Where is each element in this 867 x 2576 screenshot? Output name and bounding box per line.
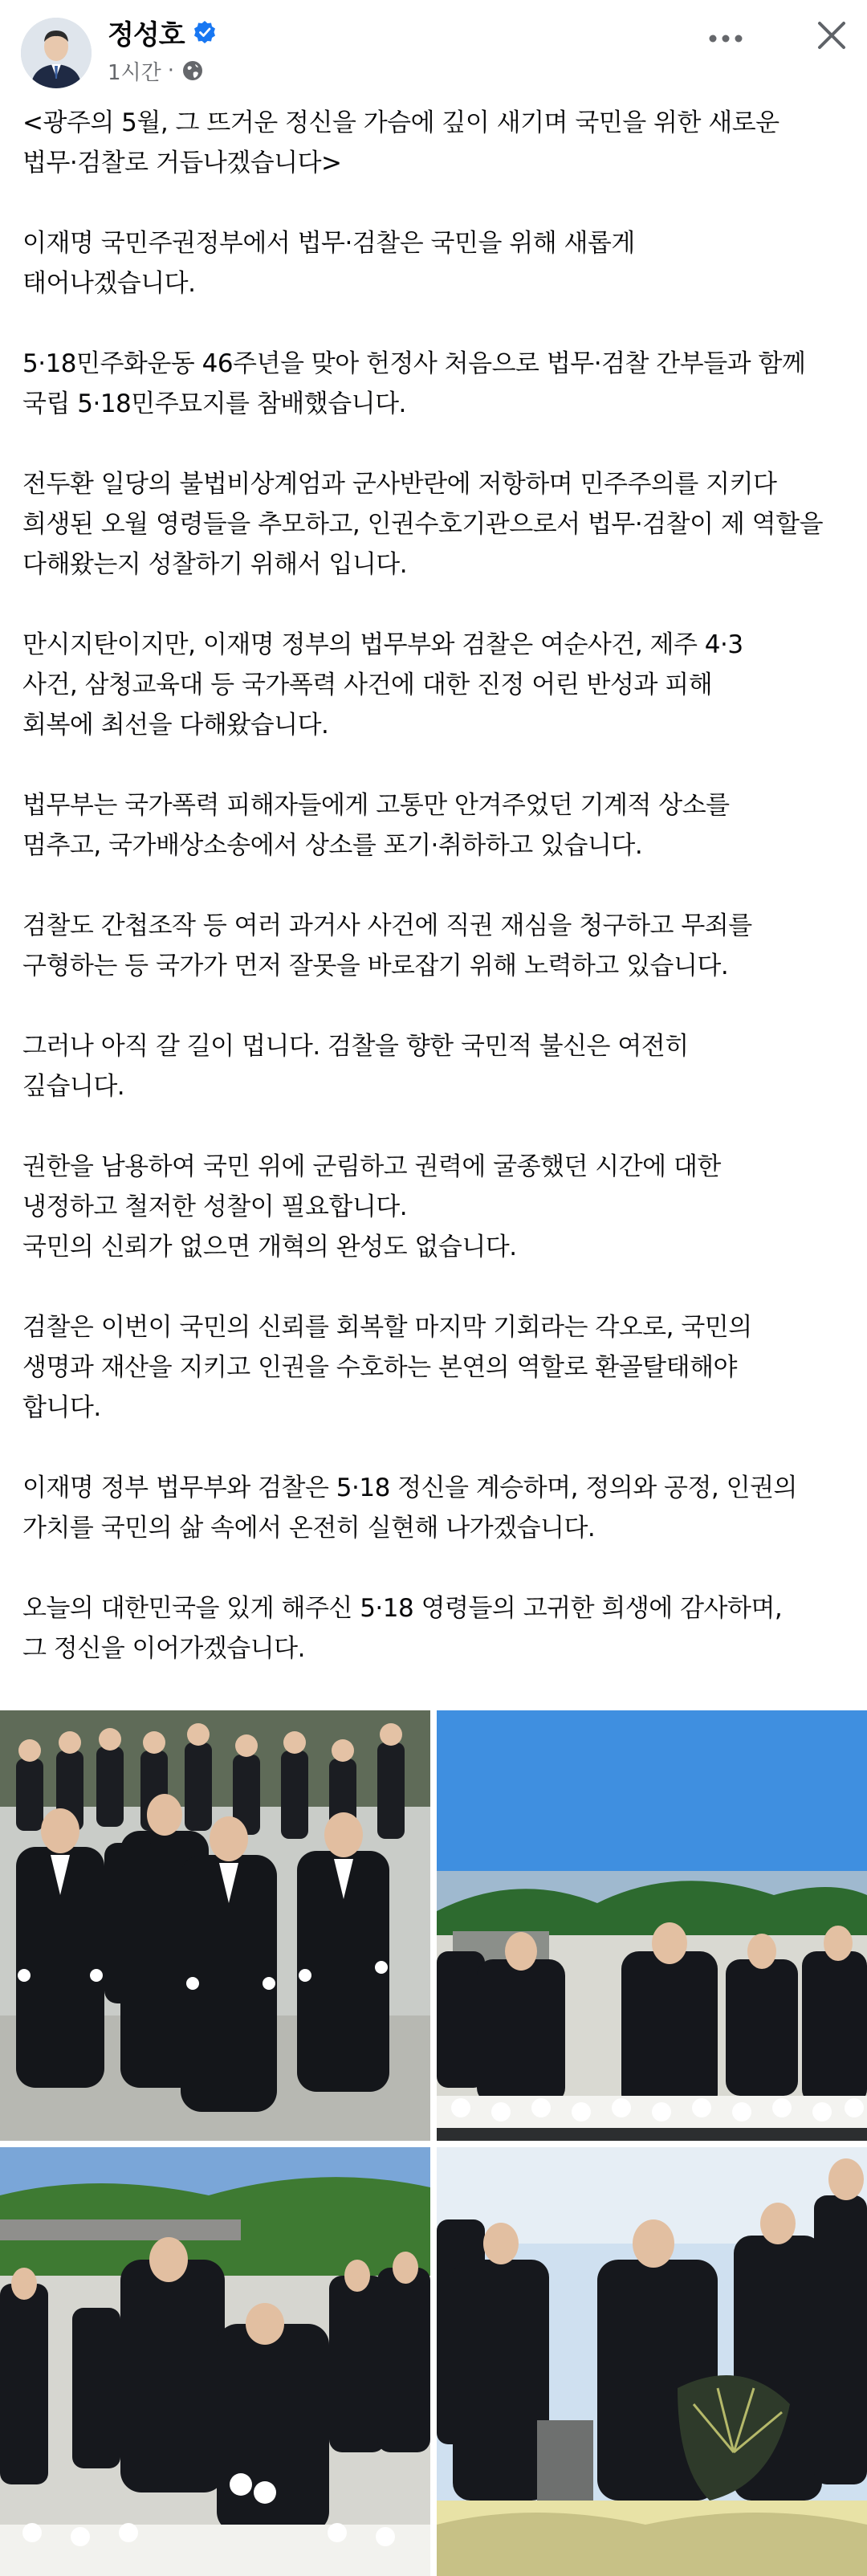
globe-icon[interactable] bbox=[181, 59, 205, 83]
post-paragraph: 법무부는 국가폭력 피해자들에게 고통만 안겨주었던 기계적 상소를 멈추고, 국가배상소송에서 상소를 포기·취하하고 있습니다. bbox=[22, 791, 730, 860]
post-paragraph: 권한을 남용하여 국민 위에 군림하고 권력에 굴종했던 시간에 대한 냉정하고 철저한 성찰이 필요합니다. 국민의 신뢰가 없으면 개혁의 완성도 없습니다. bbox=[22, 1152, 721, 1262]
photo-bowing-altar[interactable] bbox=[437, 1710, 867, 2141]
post-paragraph: 이재명 정부 법무부와 검찰은 5·18 정신을 계승하며, 정의와 공정, 인권의 가치를 국민의 삶 속에서 온전히 실현해 나가겠습니다. bbox=[22, 1473, 797, 1543]
verified-badge-icon bbox=[193, 20, 217, 44]
more-horizontal-icon bbox=[706, 34, 745, 43]
post-paragraph: 5·18민주화운동 46주년을 맞아 헌정사 처음으로 법무·검찰 간부들과 함께 국립 5·18민주묘지를 참배했습니다. bbox=[22, 349, 806, 418]
post-body bbox=[22, 103, 845, 1669]
post-paragraph: 오늘의 대한민국을 있게 해주신 5·18 영령들의 고귀한 희생에 감사하며, 그 정신을 이어가겠습니다. bbox=[22, 1594, 783, 1663]
meta-separator: · bbox=[167, 59, 175, 83]
post-header bbox=[0, 0, 867, 96]
post-paragraph: 검찰도 간첩조작 등 여러 과거사 사건에 직권 재심을 청구하고 무죄를 구형하는 등 국가가 먼저 잘못을 바로잡기 위해 노력하고 있습니다. bbox=[22, 911, 752, 980]
photo-grid bbox=[0, 1710, 867, 2576]
post-paragraph: 그러나 아직 갈 길이 멉니다. 검찰을 향한 국민적 불신은 여전히 깊습니다. bbox=[22, 1032, 689, 1101]
author-avatar[interactable] bbox=[21, 18, 92, 88]
post-paragraph: <광주의 5월, 그 뜨거운 정신을 가슴에 깊이 새기며 국민을 위한 새로운 법무·검찰로 거듭나겠습니다> bbox=[22, 108, 779, 177]
post-paragraph: 만시지탄이지만, 이재명 정부의 법무부와 검찰은 여순사건, 제주 4·3 사건, 삼청교육대 등 국가폭력 사건에 대한 진정 어린 반성과 피해 회복에 최선을 다해왔습니다. bbox=[22, 630, 743, 740]
close-icon bbox=[816, 20, 847, 51]
photo-officials-tribute[interactable] bbox=[0, 2147, 430, 2576]
more-options-button[interactable] bbox=[703, 21, 748, 56]
close-button[interactable] bbox=[809, 13, 854, 58]
author-name[interactable]: 정성호 bbox=[108, 18, 185, 51]
post-paragraph: 전두환 일당의 불법비상계엄과 군사반란에 저항하며 민주주의를 지키다 희생된 오월 영령들을 추모하고, 인권수호기관으로서 법무·검찰이 제 역할을 다해왔는지 성찰하기 위해서 입니다. bbox=[22, 470, 824, 579]
photo-officials-at-grave[interactable] bbox=[437, 2147, 867, 2576]
post-paragraph: 검찰은 이번이 국민의 신뢰를 회복할 마지막 기회라는 각오로, 국민의 생명과 재산을 지키고 인권을 수호하는 본연의 역할로 환골탈태해야 합니다. bbox=[22, 1313, 752, 1422]
photo-officials-walking[interactable] bbox=[0, 1710, 430, 2141]
post-timestamp[interactable]: 1시간 bbox=[108, 60, 161, 85]
post-paragraph: 이재명 국민주권정부에서 법무·검찰은 국민을 위해 새롭게 태어나겠습니다. bbox=[22, 229, 635, 298]
